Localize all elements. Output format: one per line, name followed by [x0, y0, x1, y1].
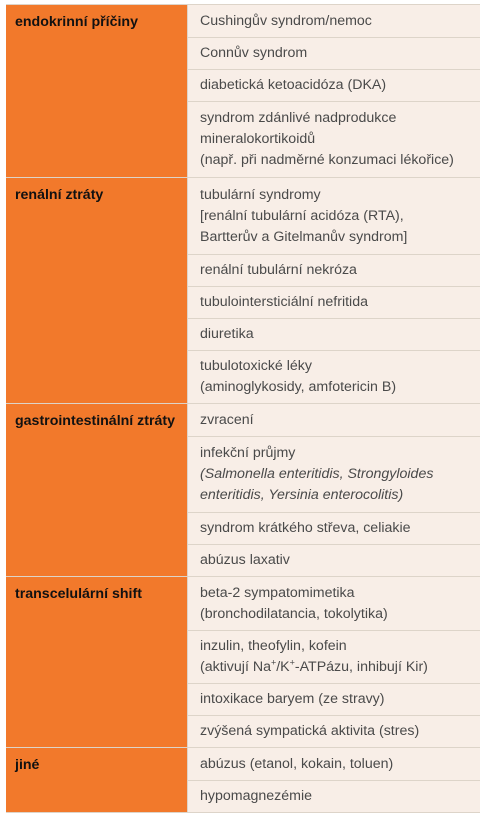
- group-endocrine: [6, 5, 480, 178]
- item-line: tubulointersticiální nefritida: [200, 294, 368, 310]
- item-line: mineralokortikoidů: [200, 131, 316, 147]
- table-row: [188, 436, 480, 512]
- category-transcellular: transcelulární shift: [6, 577, 188, 747]
- category-renal: renální ztráty: [6, 178, 188, 403]
- item-line-atpase: [200, 657, 474, 678]
- table-row: [188, 318, 480, 350]
- table-row: [188, 683, 480, 715]
- item-line: inzulin, theofylin, kofein: [200, 638, 347, 654]
- table-row: [188, 630, 480, 683]
- item-line-italic: (Salmonella enteritidis, Strongyloides: [200, 466, 434, 482]
- item-line: diuretika: [200, 326, 254, 342]
- table-row: [188, 780, 480, 812]
- group-gastrointestinal-items: [188, 404, 480, 576]
- atpase-text-post: -ATPázu, inhibují Kir): [294, 659, 428, 675]
- category-endocrine: endokrinní příčiny: [6, 5, 188, 177]
- table-row: [188, 350, 480, 403]
- item-line: syndrom zdánlivé nadprodukce: [200, 110, 397, 126]
- item-line: beta-2 sympatomimetika: [200, 584, 355, 601]
- item-line: syndrom krátkého střeva, celiakie: [200, 520, 411, 536]
- table-row: [188, 404, 480, 436]
- table-row: [188, 5, 480, 37]
- item-line: tubulární syndromy: [200, 186, 321, 203]
- group-transcellular: [6, 577, 480, 748]
- table-row: [188, 715, 480, 747]
- item-line: abúzus laxativ: [200, 552, 290, 568]
- group-renal-items: [188, 178, 480, 403]
- item-line: intoxikace baryem (ze stravy): [200, 691, 385, 707]
- item-line: tubulotoxické léky: [200, 358, 312, 374]
- table-row: [188, 512, 480, 544]
- item-line: (aminoglykosidy, amfotericin B): [200, 379, 397, 395]
- item-line: infekční průjmy: [200, 445, 296, 461]
- causes-table: [6, 4, 480, 813]
- table-row: [188, 101, 480, 177]
- item-line: Bartterův a Gitelmanův syndrom]: [200, 228, 408, 245]
- table-row: [188, 178, 480, 254]
- table-row: [188, 577, 480, 630]
- table-row: [188, 37, 480, 69]
- sodium-charge: +: [270, 657, 277, 668]
- table-row: [188, 69, 480, 101]
- group-endocrine-items: [188, 5, 480, 177]
- item-line: abúzus (etanol, kokain, toluen): [200, 755, 394, 772]
- atpase-text-mid: /K: [276, 659, 290, 675]
- item-line: zvracení: [200, 411, 254, 428]
- item-line: Cushingův syndrom/nemoc: [200, 12, 372, 29]
- item-line: renální tubulární nekróza: [200, 262, 357, 278]
- item-line: (bronchodilatancia, tokolytika): [200, 605, 388, 622]
- item-line: zvýšená sympatická aktivita (stres): [200, 723, 420, 739]
- item-line: [renální tubulární acidóza (RTA),: [200, 207, 404, 224]
- group-other-items: [188, 748, 480, 812]
- table-row: [188, 748, 480, 780]
- category-gastrointestinal: gastrointestinální ztráty: [6, 404, 188, 576]
- item-line: (např. při nadměrné konzumaci lékořice): [200, 152, 454, 168]
- table-row: [188, 254, 480, 286]
- item-line: hypomagnezémie: [200, 788, 312, 804]
- table-row: [188, 286, 480, 318]
- item-line: diabetická ketoacidóza (DKA): [200, 77, 387, 93]
- potassium-charge: +: [289, 657, 295, 668]
- group-gastrointestinal: [6, 404, 480, 577]
- category-other: jiné: [6, 748, 188, 812]
- group-transcellular-items: [188, 577, 480, 747]
- item-line: Connův syndrom: [200, 45, 308, 61]
- table-row: [188, 544, 480, 576]
- group-renal: [6, 178, 480, 404]
- atpase-text-pre: (aktivují Na: [200, 659, 271, 675]
- item-line-italic: enteritidis, Yersinia enterocolitis): [200, 487, 404, 503]
- group-other: [6, 748, 480, 813]
